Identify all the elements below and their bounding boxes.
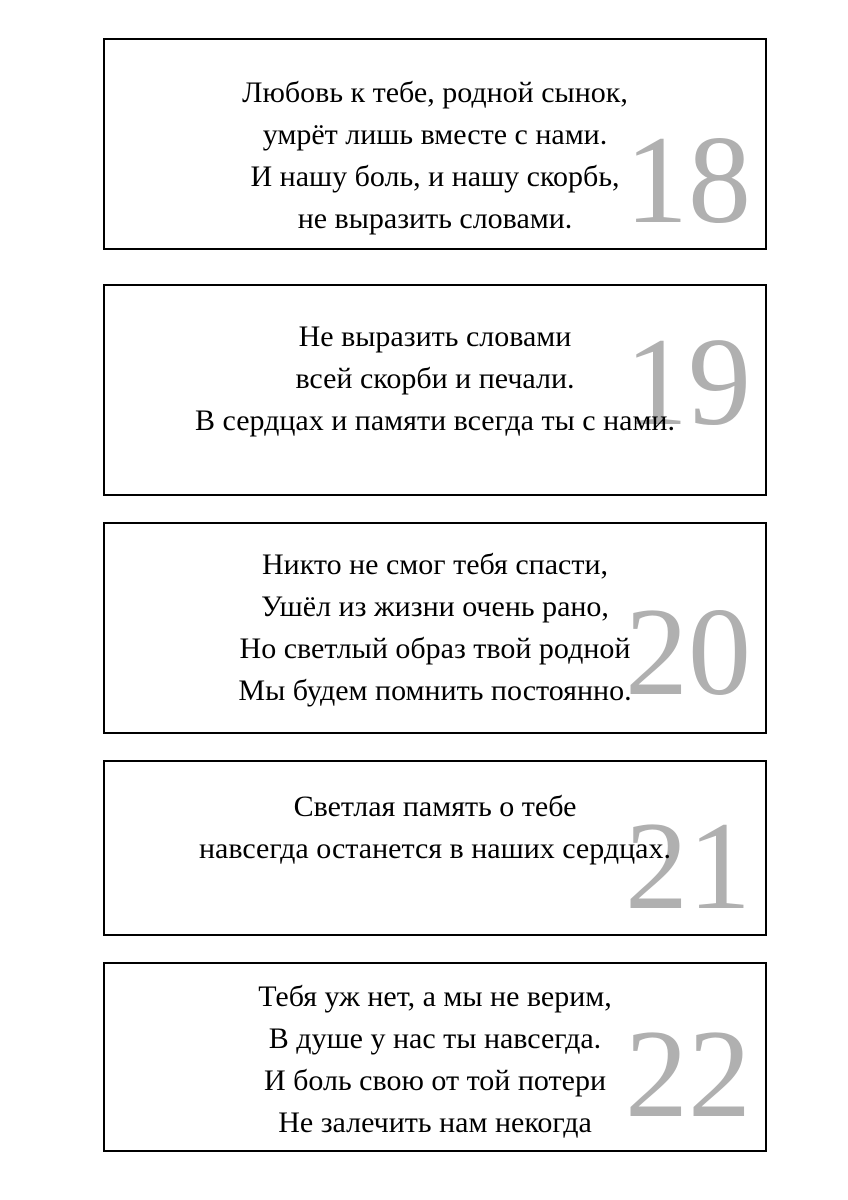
epitaph-card-22 bbox=[103, 962, 767, 1152]
epitaph-card-21 bbox=[103, 760, 767, 936]
text-line: Мы будем помнить постоянно. bbox=[238, 674, 632, 707]
text-line: всей скорби и печали. bbox=[295, 362, 575, 395]
text-line: Не выразить словами bbox=[298, 320, 572, 353]
text-line: Тебя уж нет, а мы не верим, bbox=[258, 980, 612, 1013]
card-number: 18 bbox=[625, 111, 751, 250]
epitaph-card-19 bbox=[103, 284, 767, 496]
text-line: Ушёл из жизни очень рано, bbox=[261, 590, 609, 623]
epitaph-text bbox=[105, 72, 765, 240]
text-line: И боль свою от той потери bbox=[264, 1064, 606, 1097]
card-number: 19 bbox=[625, 313, 751, 452]
epitaph-text bbox=[105, 544, 765, 712]
text-line: И нашу боль, и нашу скорбь, bbox=[250, 160, 620, 193]
text-line: Любовь к тебе, родной сынок, bbox=[242, 76, 628, 109]
text-line: Светлая память о тебе bbox=[293, 790, 577, 823]
text-line: Никто не смог тебя спасти, bbox=[262, 548, 608, 581]
text-line: Но светлый образ твой родной bbox=[239, 632, 631, 665]
text-line: не выразить словами. bbox=[297, 202, 573, 235]
epitaph-text bbox=[105, 316, 765, 442]
text-line: Не залечить нам некогда bbox=[278, 1106, 592, 1139]
text-line: умрёт лишь вместе с нами. bbox=[262, 118, 608, 151]
epitaph-text bbox=[105, 976, 765, 1144]
card-number: 21 bbox=[625, 797, 751, 936]
text-line: навсегда останется в наших сердцах. bbox=[199, 832, 671, 865]
card-number: 20 bbox=[625, 583, 751, 722]
text-line: В сердцах и памяти всегда ты с нами. bbox=[195, 404, 675, 437]
card-number: 22 bbox=[625, 1005, 751, 1144]
epitaph-card-18 bbox=[103, 38, 767, 250]
epitaph-text bbox=[105, 786, 765, 870]
text-line: В душе у нас ты навсегда. bbox=[268, 1022, 602, 1055]
epitaph-card-20 bbox=[103, 522, 767, 734]
